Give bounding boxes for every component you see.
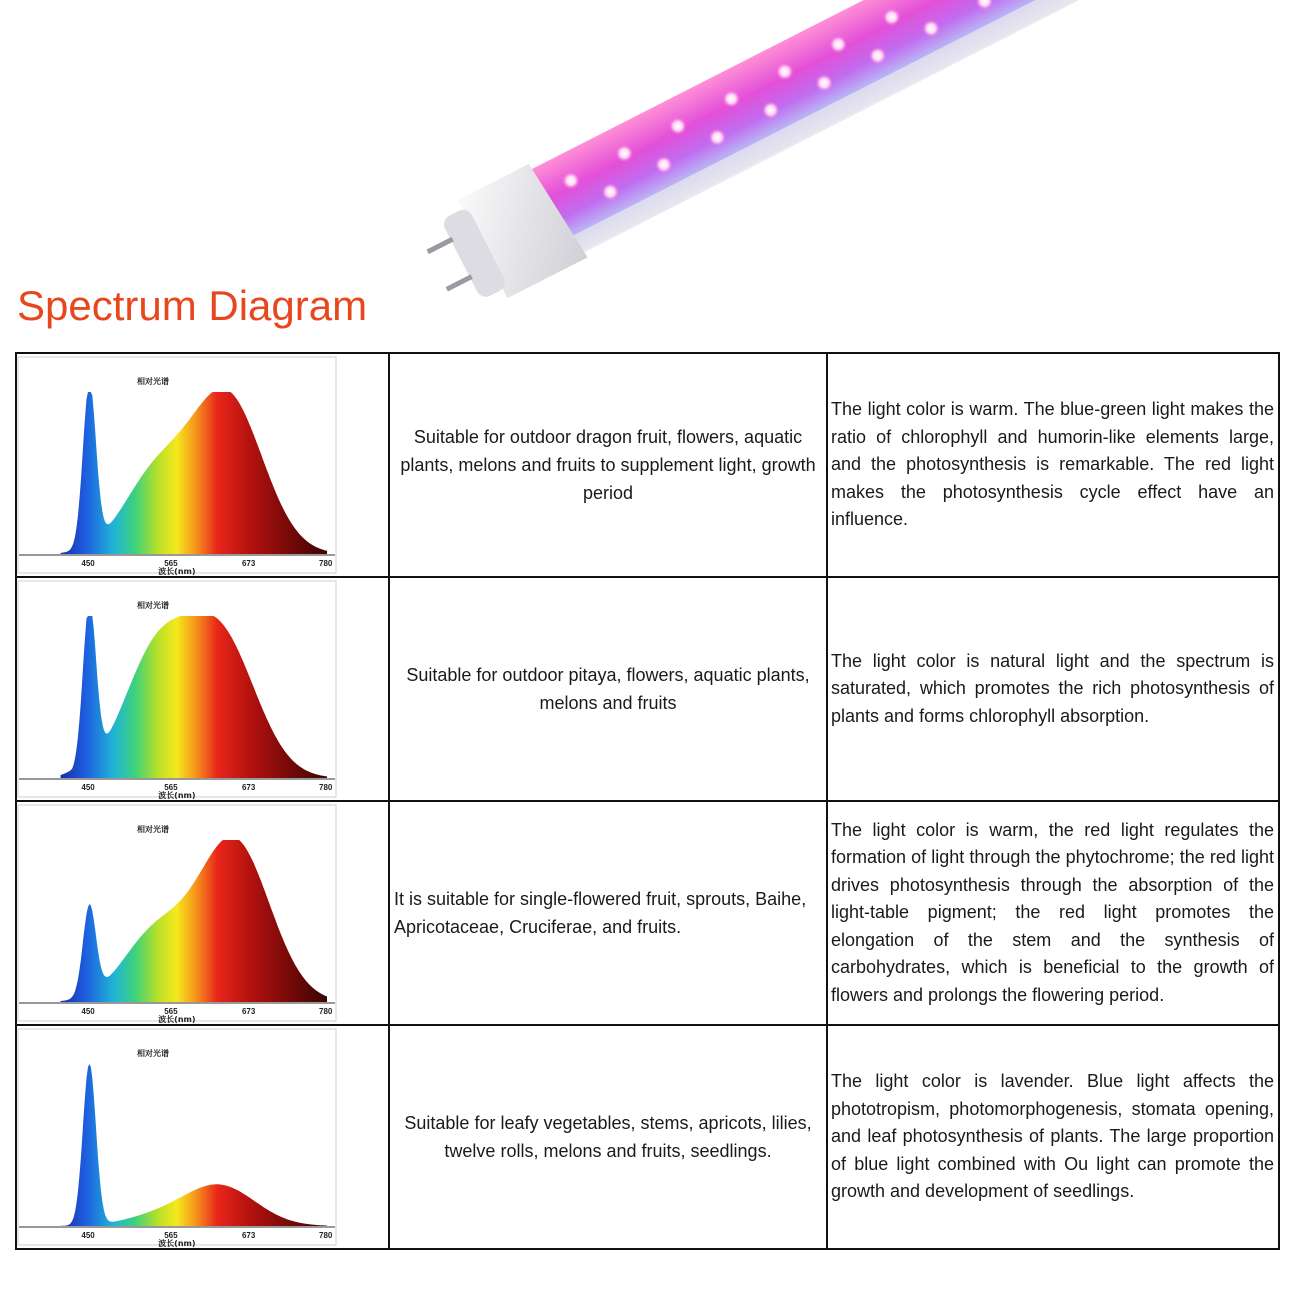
suitable-use-cell	[389, 801, 827, 1025]
x-axis-label: 波长(nm)	[158, 1015, 196, 1024]
spectrum-chart-cell	[16, 1025, 389, 1249]
x-axis-label: 波长(nm)	[158, 791, 196, 800]
tick-label: 450	[81, 783, 95, 792]
suitable-use-text: Suitable for outdoor dragon fruit, flowers, aquatic plants, melons and fruits to supplement light, growth period	[400, 427, 816, 503]
x-axis-label: 波长(nm)	[158, 567, 196, 576]
spectrum-svg	[17, 354, 388, 576]
spectrum-chart	[17, 802, 388, 1024]
description-text: The light color is lavender. Blue light affects the phototropism, photomorphogenesis, stomata opening, and leaf photosynthesis of plants. The large proportion of blue light combined with Ou light can promote the growth and development of seedlings.	[831, 1071, 1274, 1202]
spectrum-svg	[17, 578, 388, 800]
spectrum-chart-cell	[16, 353, 389, 577]
spectrum-chart-cell	[16, 801, 389, 1025]
tick-label: 780	[319, 783, 333, 792]
tick-label: 673	[241, 559, 256, 568]
tick-label: 780	[319, 1007, 333, 1016]
tick-label: 780	[319, 559, 333, 568]
suitable-use-cell	[389, 577, 827, 801]
spectrum-svg	[17, 802, 388, 1024]
tick-label: 565	[164, 1007, 178, 1016]
spectrum-curve	[61, 616, 327, 778]
description-cell	[827, 801, 1279, 1025]
chart-label: 相对光谱	[137, 377, 169, 386]
spectrum-curve	[61, 840, 327, 1002]
tick-label: 673	[241, 783, 256, 792]
description-text: The light color is warm. The blue-green light makes the ratio of chlorophyll and humorin-like elements large, and the photosynthesis is remarkable. The red light makes the photosynthesis cycle effect have an influence.	[831, 399, 1274, 530]
tick-label: 673	[241, 1231, 256, 1240]
spectrum-chart	[17, 1026, 388, 1248]
tick-label: 780	[319, 1231, 333, 1240]
led-tube-image	[420, 0, 1293, 350]
spectrum-chart-cell	[16, 577, 389, 801]
description-text: The light color is natural light and the spectrum is saturated, which promotes the rich photosynthesis of plants and forms chlorophyll absorption.	[831, 650, 1274, 726]
tick-label: 565	[164, 783, 178, 792]
tick-label: 450	[81, 1231, 95, 1240]
suitable-use-cell	[389, 353, 827, 577]
description-text: The light color is warm, the red light regulates the formation of light through the phytochrome; the red light drives photosynthesis through the absorption of the light-table pigment; the red light promotes the elongation of the stem and the synthesis of carbohydrates, which is beneficial to the growth of flowers and prolongs the flowering period.	[831, 819, 1274, 1005]
suitable-use-text: Suitable for leafy vegetables, stems, apricots, lilies, twelve rolls, melons and fruits, seedlings.	[404, 1113, 812, 1161]
tick-label: 673	[241, 1007, 256, 1016]
spectrum-curve	[61, 392, 327, 554]
tick-label: 450	[81, 559, 95, 568]
tick-label: 450	[81, 1007, 95, 1016]
chart-label: 相对光谱	[137, 825, 169, 834]
description-cell	[827, 1025, 1279, 1249]
suitable-use-text: Suitable for outdoor pitaya, flowers, aquatic plants, melons and fruits	[406, 665, 810, 713]
tick-label: 565	[164, 1231, 178, 1240]
suitable-use-text: It is suitable for single-flowered fruit, sprouts, Baihe, Apricotaceae, Cruciferae, and fruits.	[394, 889, 807, 937]
spectrum-svg	[17, 1026, 388, 1248]
spectrum-chart	[17, 578, 388, 800]
table-row	[16, 577, 1279, 801]
suitable-use-cell	[389, 1025, 827, 1249]
table-row	[16, 353, 1279, 577]
description-cell	[827, 353, 1279, 577]
table-row	[16, 801, 1279, 1025]
table-row	[16, 1025, 1279, 1249]
spectrum-curve	[61, 1064, 327, 1226]
chart-label: 相对光谱	[137, 1049, 169, 1058]
tick-label: 565	[164, 559, 178, 568]
page-title: Spectrum Diagram	[17, 282, 368, 329]
chart-label: 相对光谱	[137, 601, 169, 610]
spectrum-table	[15, 352, 1280, 1250]
spectrum-chart	[17, 354, 388, 576]
x-axis-label: 波长(nm)	[158, 1239, 196, 1248]
description-cell	[827, 577, 1279, 801]
